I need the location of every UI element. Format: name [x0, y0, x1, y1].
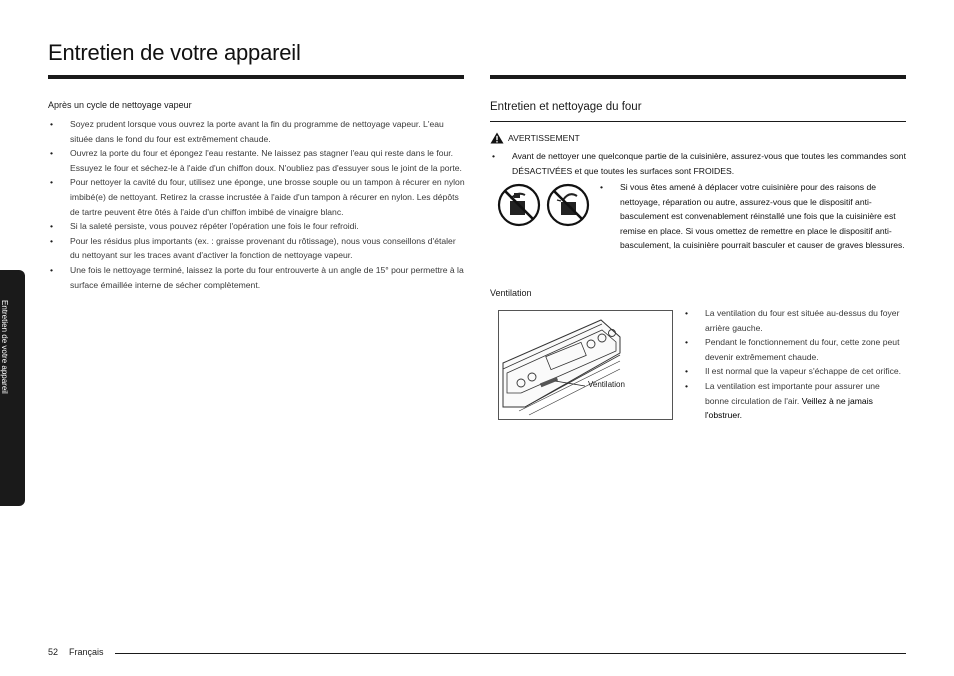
ventilation-callout: Ventilation [588, 380, 625, 389]
list-item-text: La ventilation du four est située au-dessus du foyer arrière gauche. [705, 308, 900, 333]
list-item-text: Pour les résidus plus importants (ex. : graisse provenant du rôtissage), nous vous conseillons d'étaler du nettoyant sur les traces avant d'activer la fonction de nettoyage vapeur. [70, 235, 456, 261]
list-item [48, 234, 466, 263]
bullet-icon: • [685, 308, 689, 318]
no-cleaning-hot-icon [497, 183, 541, 227]
bullet-icon: • [685, 380, 689, 391]
footer-language: Français [69, 647, 104, 657]
bullet-icon: • [50, 264, 54, 275]
list-item [683, 364, 905, 379]
warning-list [490, 149, 910, 178]
list-item [683, 379, 905, 423]
warning-text: Avant de nettoyer une quelconque partie de la cuisinière, assurez-vous que toutes les commandes sont DÉSACTIVÉES et que toutes les surfaces sont FROIDES. [512, 151, 906, 176]
section-rule [490, 121, 906, 122]
list-item-text: Il est normal que la vapeur s'échappe de cet orifice. [705, 366, 902, 377]
list-item-text: Ouvrez la porte du four et épongez l'eau restante. Ne laissez pas stagner l'eau qui reste dans le four. Essuyez le four et séchez-le à l'aide d'un chiffon doux. N'oubliez pas d'essuyer sous le joint de la porte. [70, 148, 462, 173]
title-rule-right [490, 75, 906, 79]
list-item [683, 306, 905, 335]
bullet-icon: • [492, 151, 496, 161]
anti-tip-list [598, 180, 908, 253]
ventilation-illustration [498, 310, 673, 420]
steam-clean-list [48, 117, 466, 292]
page-title: Entretien de votre appareil [48, 40, 301, 65]
list-item-text: Une fois le nettoyage terminé, laissez la porte du four entrouverte à un angle de 15° pour permettre à la surface émaillée interne de sécher complètement. [70, 264, 464, 290]
bullet-icon: • [685, 337, 689, 348]
list-item-text: Soyez prudent lorsque vous ouvrez la porte avant la fin du programme de nettoyage vapeur. L'eau située dans le fond du four est extrêmement chaude. [70, 119, 444, 144]
warning-pictograms [497, 183, 590, 227]
warning-header [490, 131, 580, 145]
list-item [48, 146, 466, 175]
bullet-icon: • [50, 177, 54, 188]
title-rule-left [48, 75, 464, 79]
list-item [48, 175, 466, 219]
list-item [683, 335, 905, 364]
list-item-text: Pendant le fonctionnement du four, cette zone peut devenir extrêmement chaude. [705, 337, 900, 362]
bullet-icon: • [50, 235, 54, 246]
list-item [598, 180, 908, 253]
bullet-icon: • [50, 119, 54, 129]
list-item-text: Si la saleté persiste, vous pouvez répéter l'opération une fois le four refroidi. [70, 221, 359, 232]
list-item [48, 219, 466, 234]
steam-clean-heading: Après un cycle de nettoyage vapeur [48, 100, 192, 110]
ventilation-list [683, 306, 905, 423]
no-cleaning-on-icon [546, 183, 590, 227]
warning-text: Si vous êtes amené à déplacer votre cuisinière pour des raisons de nettoyage, réparation ou autre, assurez-vous que le dispositif anti-basculement est convenablement réinstallé une fois que la cuisinière est remise en place. Si vous omettez de remettre en place le dispositif anti-basculement, la cuisinière pourrait basculer et causer de graves blessures. [620, 182, 905, 251]
bullet-icon: • [685, 366, 689, 377]
range-vent-drawing [499, 311, 672, 419]
bullet-icon: • [50, 148, 54, 159]
list-item-text: Pour nettoyer la cavité du four, utilisez une éponge, une brosse souple ou un tampon à récurer en nylon imbibé(e) de nettoyant. Retirez la crasse incrustée à l'aide d'un tampon à récurer en nylon. Les dépôts de tartre peuvent être ôtés à l'aide d'un chiffon imbibé de vinaigre blanc. [70, 177, 465, 217]
page-number: 52 [48, 647, 59, 657]
list-item-text: La ventilation est importante pour assurer une bonne circulation de l'air. [705, 380, 880, 406]
warning-label: AVERTISSEMENT [508, 133, 580, 143]
bullet-icon: • [50, 221, 54, 232]
section-title: Entretien et nettoyage du four [490, 101, 642, 113]
list-item [48, 263, 466, 292]
list-item [48, 117, 466, 146]
ventilation-heading: Ventilation [490, 288, 532, 298]
list-item-emphasis: Veillez à ne jamais l'obstruer. [705, 395, 873, 421]
warning-triangle-icon [490, 132, 504, 144]
bullet-icon: • [600, 182, 604, 192]
side-tab-label: Entretien de votre appareil [0, 300, 9, 394]
list-item [490, 149, 910, 178]
footer-rule [115, 653, 906, 654]
